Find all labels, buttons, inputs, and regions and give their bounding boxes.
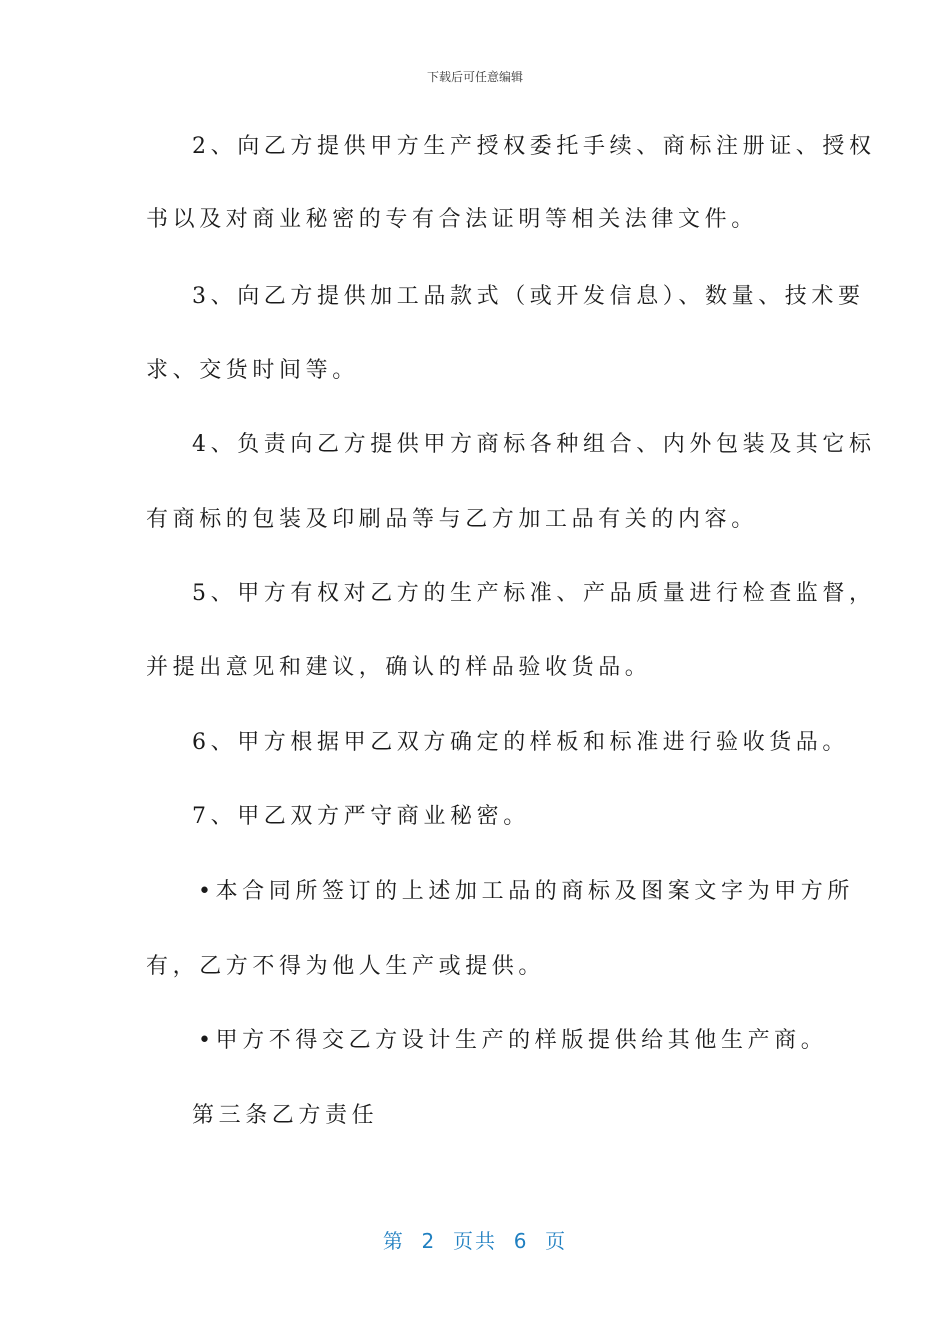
paragraph-4-line-2: 有商标的包装及印刷品等与乙方加工品有关的内容。 (146, 507, 758, 532)
paragraph-2-line-2: 书以及对商业秘密的专有合法证明等相关法律文件。 (146, 207, 758, 232)
paragraph-3-line-2: 求、交货时间等。 (146, 358, 359, 383)
paragraph-2-line-1: 2、向乙方提供甲方生产授权委托手续、商标注册证、授权 (192, 134, 876, 159)
paragraph-5-line-1: 5、甲方有权对乙方的生产标准、产品质量进行检查监督， (192, 581, 876, 606)
page-number-footer: 第 2 页共 6 页 (382, 1229, 568, 1253)
paragraph-6-line-1: 6、甲方根据甲乙双方确定的样板和标准进行验收货品。 (192, 730, 849, 755)
paragraph-7-line-1: 7、甲乙双方严守商业秘密。 (192, 804, 530, 829)
bullet-1-line-2: 有，乙方不得为他人生产或提供。 (146, 954, 546, 979)
paragraph-5-line-2: 并提出意见和建议，确认的样品验收货品。 (146, 655, 652, 680)
bullet-2-line-1: •甲方不得交乙方设计生产的样版提供给其他生产商。 (198, 1028, 828, 1053)
page-header: 下载后可任意编辑 (426, 70, 523, 84)
paragraph-3-line-1: 3、向乙方提供加工品款式（或开发信息）、数量、技术要 (192, 284, 865, 309)
paragraph-4-line-1: 4、负责向乙方提供甲方商标各种组合、内外包装及其它标 (192, 432, 876, 457)
bullet-1-line-1: •本合同所签订的上述加工品的商标及图案文字为甲方所 (198, 879, 854, 904)
section-heading-article-3: 第三条乙方责任 (192, 1103, 379, 1128)
